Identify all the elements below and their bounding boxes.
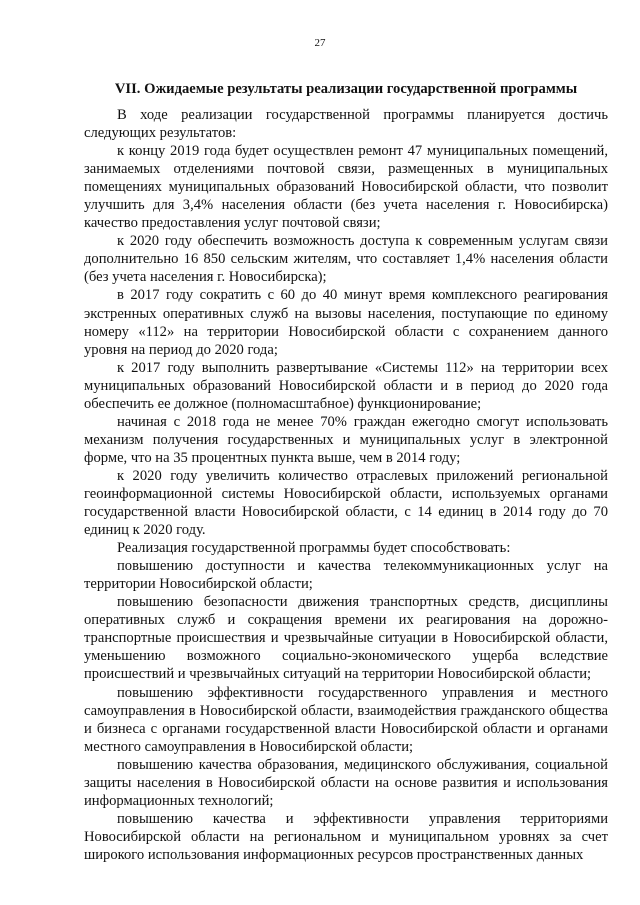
paragraph-result-connectivity: к 2020 году обеспечить возможность доступа к современным услугам связи дополнительно 16 850 сельским жителям, что составляет 1,4% населения области (без учета населения г. Новосибирска);	[84, 233, 608, 286]
paragraph-intro: В ходе реализации государственной программы планируется достичь следующих результатов:	[84, 107, 608, 142]
paragraph-result-geo-system: к 2020 году увеличить количество отраслевых приложений региональной геоинформационной системы Новосибирской области, используемых органами государственной власти Новосибирской области, с 14 единиц в 2014 году до 70 единиц к 2020 году.	[84, 467, 608, 539]
paragraph-contribution-territory: повышению качества и эффективности управления территориями Новосибирской области на региональном и муниципальном уровнях за счет широкого использования информационных ресурсов пространственных данных	[84, 810, 608, 863]
page-number: 27	[314, 37, 326, 49]
document-body	[84, 106, 608, 864]
paragraph-contribution-social: повышению качества образования, медицинского обслуживания, социальной защиты населения в Новосибирской области на основе развития и использования информационных технологий;	[84, 756, 608, 809]
paragraph-contribution-safety: повышению безопасности движения транспортных средств, дисциплины оперативных служб и сокращения времени их реагирования на дорожно-транспортные происшествия и чрезвычайные ситуации в Новосибирской области, уменьшению возможного социально-экономического ущерба вследствие происшествий и чрезвычайных ситуаций на территории Новосибирской области;	[84, 594, 608, 683]
paragraph-result-system-112: к 2017 году выполнить развертывание «Системы 112» на территории всех муниципальных образований Новосибирской области и в период до 2020 года обеспечить ее должное (полномасштабное) функционирование;	[84, 359, 608, 412]
paragraph-result-postal: к концу 2019 года будет осуществлен ремонт 47 муниципальных помещений, занимаемых отделениями почтовой связи, размещенных в муниципальных помещениях муниципальных образований Новосибирской области, что позволит улучшить для 3,4% населения области (без учета населения г. Новосибирска) качество предоставления услуг почтовой связи;	[84, 143, 608, 232]
paragraph-contribution-intro: Реализация государственной программы будет способствовать:	[117, 540, 511, 557]
paragraph-contribution-governance: повышению эффективности государственного управления и местного самоуправления в Новосибирской области, взаимодействия гражданского общества и бизнеса с органами государственной власти Новосибирской области и органами местного самоуправления в Новосибирской области;	[84, 684, 608, 755]
paragraph-result-emergency-response: в 2017 году сократить с 60 до 40 минут время комплексного реагирования экстренных оперативных служб на вызовы населения, поступающие по единому номеру «112» на территории Новосибирской области с сохранением данного уровня на период до 2020 года;	[84, 287, 608, 358]
paragraph-contribution-telecom: повышению доступности и качества телекоммуникационных услуг на территории Новосибирской области;	[84, 558, 608, 593]
paragraph-result-e-services: начиная с 2018 года не менее 70% граждан ежегодно смогут использовать механизм получения государственных и муниципальных услуг в электронной форме, что на 35 процентных пункта выше, чем в 2014 году;	[84, 413, 608, 466]
section-title: VII. Ожидаемые результаты реализации государственной программы	[114, 81, 578, 97]
